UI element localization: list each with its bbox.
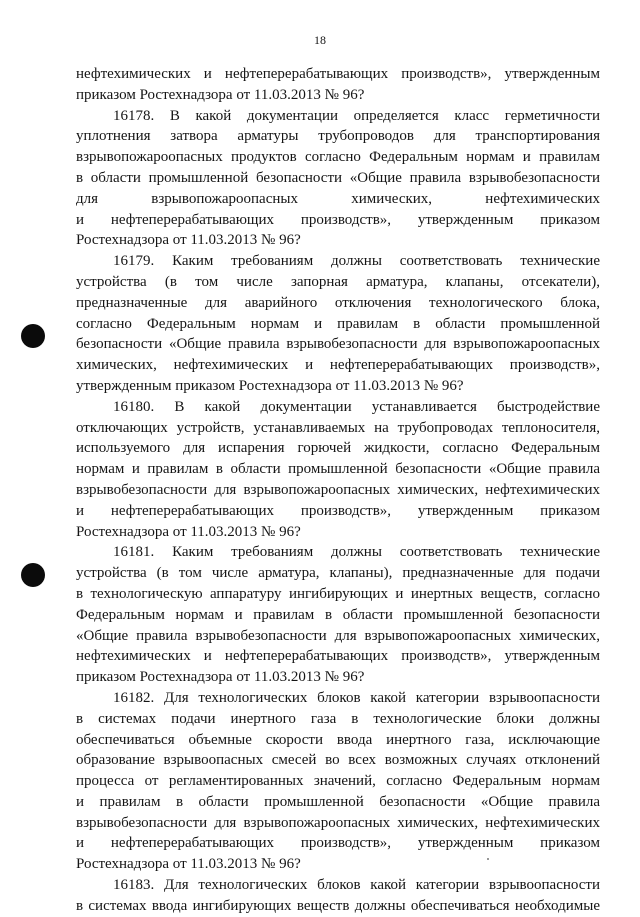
text-line: Федеральным нормам и правилам в области промышленной безопасности (76, 606, 600, 623)
text-line: нефтехимических и нефтеперерабатывающих производств», утвержденным (76, 66, 600, 82)
text-line: в системах ввода ингибирующих веществ должны обеспечиваться необходимые (76, 897, 600, 914)
page-number: 18 (314, 33, 326, 47)
paragraph-first-line: 16180. В какой документации устанавливается быстродействие (113, 398, 600, 415)
text-line: Ростехнадзора от 11.03.2013 № 96? (76, 523, 301, 540)
text-line: для взрывопожароопасных химических, нефтехимических (76, 190, 600, 207)
text-line: приказом Ростехнадзора от 11.03.2013 № 96? (76, 86, 365, 103)
text-line: предназначенные для аварийного отключения технологического блока, (76, 294, 600, 311)
text-line: приказом Ростехнадзора от 11.03.2013 № 96? (76, 669, 365, 686)
text-line: уплотнения затвора арматуры трубопроводов для транспортирования (76, 128, 600, 145)
text-line: нефтехимических и нефтеперерабатывающих производств», утвержденным (76, 648, 600, 665)
text-line: и нефтеперерабатывающих производств», утвержденным приказом (76, 835, 600, 852)
text-line: безопасности «Общие правила взрывобезопасности для взрывопожароопасных (76, 336, 600, 353)
punch-hole-mark (21, 324, 45, 348)
text-line: взрывобезопасности для взрывопожароопасных химических, нефтехимических (76, 481, 600, 498)
text-line: процесса от регламентированных значений, согласно Федеральным нормам (76, 773, 600, 790)
text-line: обеспечиваться объемные скорости ввода инертного газа, исключающие (76, 731, 600, 748)
text-line: взрывопожароопасных продуктов согласно Федеральным нормам и правилам (76, 149, 600, 166)
text-line: взрывобезопасности для взрывопожароопасных химических, нефтехимических (76, 814, 600, 831)
text-line: отключающих устройств, устанавливаемых на трубопроводах теплоносителя, (76, 419, 600, 436)
text-line: в системах подачи инертного газа в технологические блоки должны (76, 710, 600, 727)
punch-hole-mark (21, 563, 45, 587)
text-line: «Общие правила взрывобезопасности для взрывопожароопасных химических, (76, 627, 600, 644)
text-line: и нефтеперерабатывающих производств», утвержденным приказом (76, 502, 600, 519)
paragraph-first-line: 16179. Каким требованиям должны соответствовать технические (113, 253, 600, 270)
text-line: в области промышленной безопасности «Общие правила взрывобезопасности (76, 169, 600, 186)
text-line: химических, нефтехимических и нефтеперерабатывающих производств», (76, 357, 600, 374)
text-line: используемого для испарения горючей жидкости, согласно Федеральным (76, 440, 600, 457)
text-line: Ростехнадзора от 11.03.2013 № 96? (76, 856, 301, 873)
text-line: устройства (в том числе арматура, клапаны), предназначенные для подачи (76, 565, 600, 582)
text-line: нормам и правилам в области промышленной безопасности «Общие правила (76, 461, 600, 478)
text-line: образование взрывоопасных смесей во всех возможных случаях отклонений (76, 752, 600, 769)
text-line: Ростехнадзора от 11.03.2013 № 96? (76, 232, 301, 249)
text-line: утвержденным приказом Ростехнадзора от 11.03.2013 № 96? (76, 377, 464, 394)
text-line: устройства (в том числе запорная арматура, клапаны, отсекатели), (76, 273, 600, 290)
text-line: согласно Федеральным нормам и правилам в области промышленной (76, 315, 600, 332)
document-body (76, 64, 600, 917)
text-line: и правилам в области промышленной безопасности «Общие правила (76, 793, 600, 810)
paragraph-first-line: 16178. В какой документации определяется класс герметичности (113, 107, 600, 124)
text-line: в технологическую аппаратуру ингибирующих и инертных веществ, согласно (76, 585, 600, 602)
text-line: и нефтеперерабатывающих производств», утвержденным приказом (76, 211, 600, 228)
paragraph-first-line: 16183. Для технологических блоков какой категории взрывоопасности (113, 877, 600, 894)
paragraph-first-line: 16181. Каким требованиям должны соответствовать технические (113, 544, 600, 561)
paragraph-first-line: 16182. Для технологических блоков какой категории взрывоопасности (113, 689, 600, 706)
